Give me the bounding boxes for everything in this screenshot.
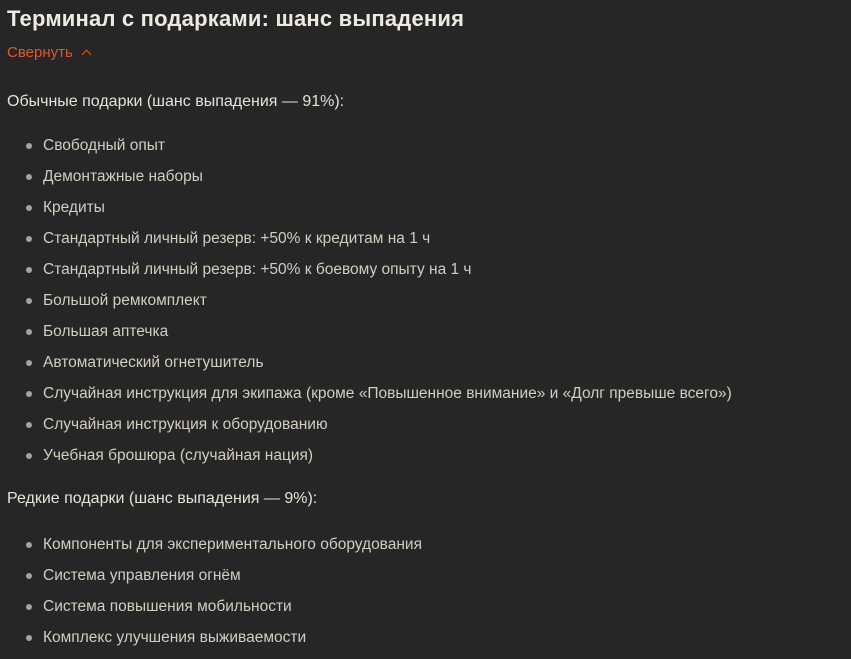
bullet-icon	[26, 360, 32, 366]
bullet-icon	[26, 205, 32, 211]
list-item	[0, 347, 732, 378]
list-item-label: Кредиты	[43, 199, 105, 216]
bullet-icon	[26, 329, 32, 335]
list-item-label: Демонтажные наборы	[43, 168, 203, 185]
list-item	[0, 192, 732, 223]
list-item	[0, 223, 732, 254]
list-item-label: Стандартный личный резерв: +50% к боевому опыту на 1 ч	[43, 261, 472, 278]
bullet-icon	[26, 174, 32, 180]
list-item	[0, 622, 422, 653]
list-item	[0, 529, 422, 560]
list-item	[0, 316, 732, 347]
collapse-button[interactable]	[7, 44, 90, 61]
bullet-icon	[26, 236, 32, 242]
list-item	[0, 254, 732, 285]
list-item-label: Свободный опыт	[43, 137, 165, 154]
list-item	[0, 560, 422, 591]
bullet-icon	[26, 298, 32, 304]
bullet-icon	[26, 542, 32, 548]
list-item	[0, 285, 732, 316]
bullet-icon	[26, 143, 32, 149]
bullet-icon	[26, 453, 32, 459]
list-item-label: Комплекс улучшения выживаемости	[43, 629, 307, 646]
list-item-label: Стандартный личный резерв: +50% к кредитам на 1 ч	[43, 230, 431, 247]
list-item-label: Большой ремкомплект	[43, 292, 207, 309]
common-gifts-heading: Обычные подарки (шанс выпадения — 91%):	[7, 93, 345, 110]
bullet-icon	[26, 267, 32, 273]
common-gifts-list	[0, 130, 732, 471]
chevron-up-icon	[81, 50, 91, 60]
list-item-label: Компоненты для экспериментального оборудования	[43, 536, 422, 553]
list-item-label: Случайная инструкция для экипажа (кроме «Повышенное внимание» и «Долг превыше всего»)	[43, 385, 732, 402]
bullet-icon	[26, 391, 32, 397]
list-item-label: Случайная инструкция к оборудованию	[43, 416, 328, 433]
list-item	[0, 440, 732, 471]
page-title: Терминал с подарками: шанс выпадения	[7, 6, 465, 31]
list-item	[0, 409, 732, 440]
list-item	[0, 591, 422, 622]
list-item	[0, 161, 732, 192]
list-item-label: Большая аптечка	[43, 323, 169, 340]
list-item-label: Учебная брошюра (случайная нация)	[43, 447, 314, 464]
collapse-label: Свернуть	[7, 44, 73, 61]
list-item-label: Система управления огнём	[43, 567, 241, 584]
bullet-icon	[26, 573, 32, 579]
bullet-icon	[26, 604, 32, 610]
rare-gifts-list	[0, 529, 422, 653]
list-item	[0, 130, 732, 161]
bullet-icon	[26, 422, 32, 428]
list-item	[0, 378, 732, 409]
list-item-label: Система повышения мобильности	[43, 598, 292, 615]
rare-gifts-heading: Редкие подарки (шанс выпадения — 9%):	[7, 490, 318, 507]
bullet-icon	[26, 635, 32, 641]
list-item-label: Автоматический огнетушитель	[43, 354, 264, 371]
